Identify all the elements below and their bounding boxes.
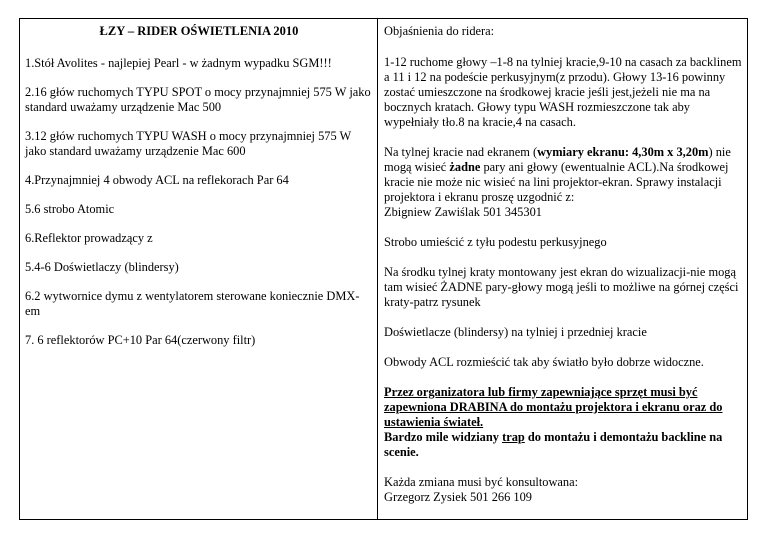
screen-dimensions: wymiary ekranu: 4,30m x 3,20m	[537, 145, 709, 159]
notes-heading: Objaśnienia do ridera:	[384, 24, 495, 38]
moving-heads-note: 1-12 ruchome głowy –1-8 na tylniej kracie,9-10 na casach za backlinem a 11 i 12 na podeście perkusyjnym(z przodu). Głowy 13-16 powinny zostać umieszczone na środkowej kracie jeśli jest,jeżeli nie ma na bocznych kratach. Głowy typu WASH rozmieszczone tak aby wypełniały tło.8 na kracie,4 na casach.	[384, 55, 742, 129]
screen-emphasis: żadne	[449, 160, 481, 174]
contact-zysiek: Grzegorz Zysiek 501 266 109	[384, 490, 532, 504]
equipment-item: 5.6 strobo Atomic	[25, 202, 115, 216]
blinders-note: Doświetlacze (blindersy) na tylniej i przedniej kracie	[384, 325, 647, 339]
screen-note: Na tylnej kracie nad ekranem (wymiary ekranu: 4,30m x 3,20m) nie mogą wisieć żadne pary ani głowy (ewentualnie ACL).Na środkowej kracie nie może nic wisieć na lini projektor-ekran. Sprawy instalacji projektora i ekranu proszę uzgodnić z: Zbigniew Zawiślak 501 345301	[384, 145, 731, 219]
document-title: ŁZY – RIDER OŚWIETLENIA 2010	[99, 24, 299, 38]
notes-column	[378, 19, 747, 505]
ladder-requirement: Przez organizatora lub firmy zapewniające sprzęt musi być zapewniona DRABINA do montażu projektora i ekranu oraz do ustawienia świateł.	[384, 385, 723, 429]
equipment-item: 2.16 głów ruchomych TYPU SPOT o mocy przynajmniej 575 W jako standard uważamy urządzenie Mac 500	[25, 85, 371, 114]
equipment-item: 6.Reflektor prowadzący z	[25, 231, 153, 245]
strobe-note: Strobo umieścić z tyłu podestu perkusyjnego	[384, 235, 607, 249]
trap-emphasis: trap	[502, 430, 525, 444]
contact-note: Każda zmiana musi być konsultowana: Grzegorz Zysiek 501 266 109	[384, 475, 579, 504]
equipment-item: 3.12 głów ruchomych TYPU WASH o mocy przynajmniej 575 W jako standard uważamy urządzenie Mac 600	[25, 129, 352, 158]
equipment-item: 6.2 wytwornice dymu z wentylatorem sterowane koniecznie DMX-em	[25, 289, 360, 318]
rider-table	[19, 18, 748, 520]
center-truss-note: Na środku tylnej kraty montowany jest ekran do wizualizacji-nie mogą tam wisieć ŻADNE pary-głowy mogą jeśli to możliwe na górnej części kraty-patrz rysunek	[384, 265, 739, 309]
equipment-column	[20, 19, 377, 362]
equipment-item: 1.Stół Avolites - najlepiej Pearl - w żadnym wypadku SGM!!!	[25, 56, 332, 70]
acl-note: Obwody ACL rozmieścić tak aby światło było dobrze widoczne.	[384, 355, 704, 369]
ladder-note: Przez organizatora lub firmy zapewniające sprzęt musi być zapewniona DRABINA do montażu projektora i ekranu oraz do ustawienia świateł. Bardzo mile widziany trap do montażu i demontażu backline na scenie.	[384, 385, 723, 459]
equipment-item: 4.Przynajmniej 4 obwody ACL na reflekorach Par 64	[25, 173, 289, 187]
equipment-item: 7. 6 reflektorów PC+10 Par 64(czerwony filtr)	[25, 333, 256, 347]
equipment-item: 5.4-6 Doświetlaczy (blindersy)	[25, 260, 179, 274]
contact-zawislak: Zbigniew Zawiślak 501 345301	[384, 205, 542, 219]
